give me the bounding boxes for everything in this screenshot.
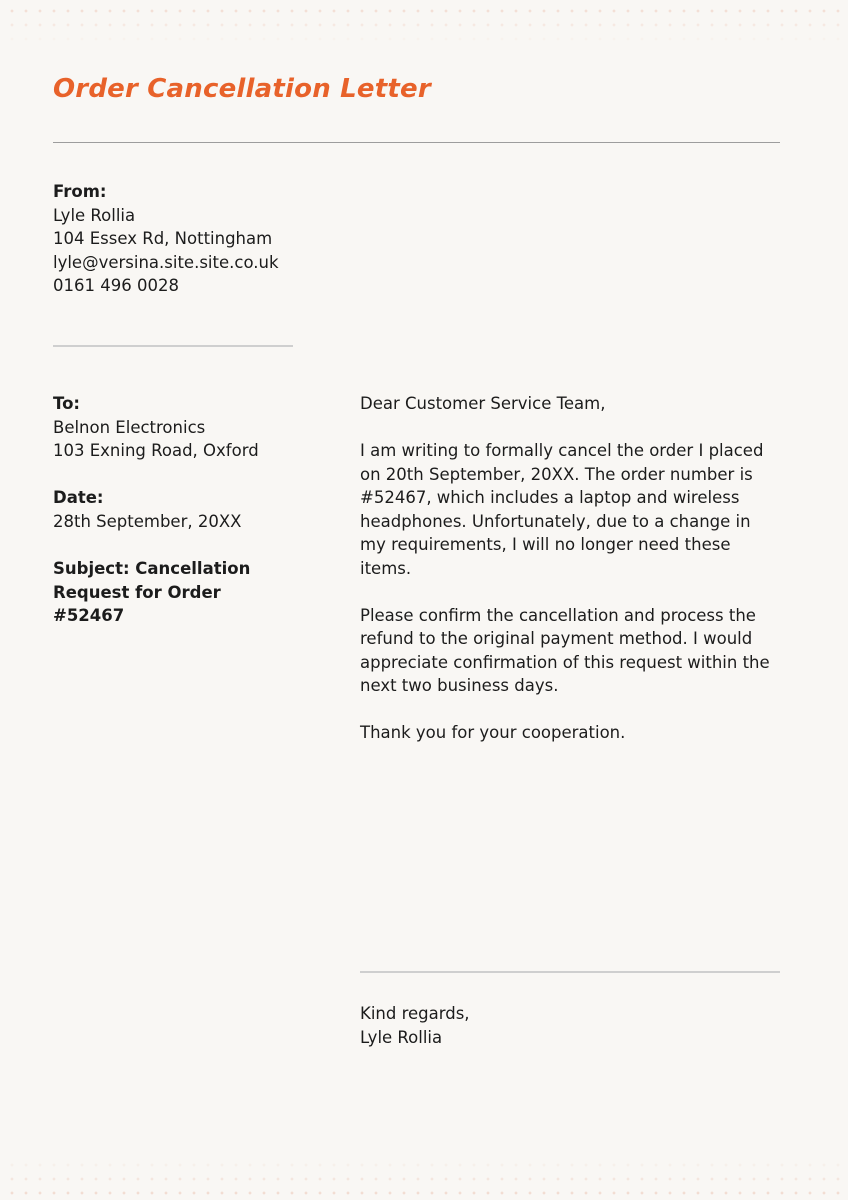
header-divider — [53, 142, 780, 143]
sender-divider — [53, 345, 293, 347]
date-block — [53, 486, 241, 533]
letter-paragraph-1: I am writing to formally cancel the order I placed on 20th September, 20XX. The order number is #52467, which includes a laptop and wireless headphones. Unfortunately, due to a change in my requirements, I will no longer need these items. — [360, 441, 764, 578]
letter-paragraph-2: Please confirm the cancellation and process the refund to the original payment method. I would appreciate confirmation of this request within the next two business days. — [360, 605, 770, 695]
from-label: From: — [53, 182, 107, 201]
closing-block — [360, 1002, 470, 1049]
signature-name: Lyle Rollia — [360, 1027, 443, 1047]
recipient-block — [53, 392, 259, 463]
sender-email: lyle@versina.site.site.co.uk — [53, 252, 279, 272]
subject-line: Subject: Cancellation Request for Order #52467 — [53, 559, 251, 625]
sender-block — [53, 180, 279, 298]
sender-name: Lyle Rollia — [53, 205, 136, 225]
letter-body — [360, 392, 780, 768]
sender-phone: 0161 496 0028 — [53, 276, 179, 295]
salutation: Dear Customer Service Team, — [360, 394, 606, 413]
date-value: 28th September, 20XX — [53, 511, 242, 531]
recipient-address: 103 Exning Road, Oxford — [53, 441, 259, 460]
decorative-dots-bottom — [0, 1154, 848, 1200]
date-label: Date: — [53, 488, 104, 507]
letter-paragraph-3: Thank you for your cooperation. — [360, 723, 626, 742]
sender-address: 104 Essex Rd, Nottingham — [53, 229, 273, 248]
signature-divider — [360, 971, 780, 973]
decorative-dots-top — [0, 0, 848, 46]
page-title: Order Cancellation Letter — [53, 74, 431, 104]
to-label: To: — [53, 394, 80, 413]
sign-off: Kind regards, — [360, 1004, 470, 1023]
recipient-company: Belnon Electronics — [53, 417, 206, 437]
